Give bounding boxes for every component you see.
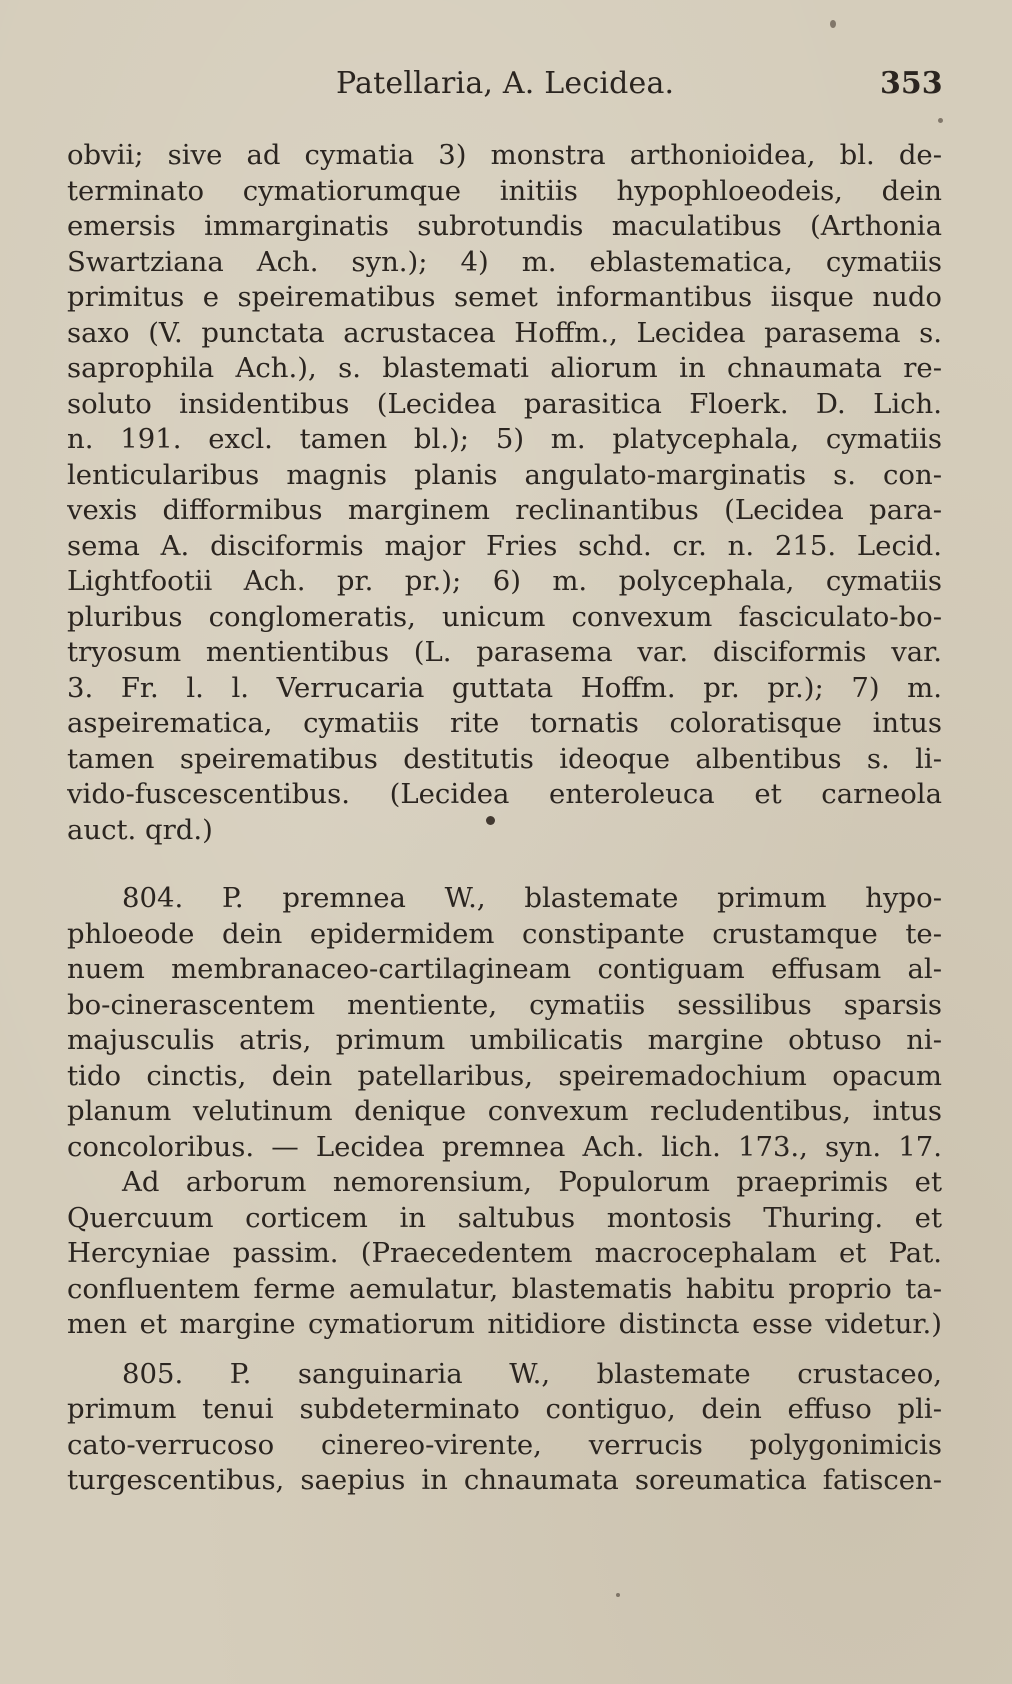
- text-line: aspeirematica, cymatiis rite tornatis coloratisque intus: [67, 707, 942, 739]
- text-line: nuem membranaceo-cartilagineam contiguam effusam al-: [67, 953, 942, 985]
- text-line: majusculis atris, primum umbilicatis margine obtuso ni-: [67, 1024, 942, 1056]
- paragraph-gap: [67, 848, 942, 881]
- text-line: saprophila Ach.), s. blastemati aliorum in chnaumata re-: [67, 352, 942, 384]
- text-line: vexis difformibus marginem reclinantibus (Lecidea para-: [67, 494, 942, 526]
- text-line: vido-fuscescentibus. (Lecidea enteroleuca et carneola: [67, 778, 942, 810]
- entry-heading-line: 804. P. premnea W., blastemate primum hypo-: [122, 882, 942, 914]
- text-line: sema A. disciformis major Fries schd. cr. n. 215. Lecid.: [67, 529, 942, 562]
- paragraph-gap: [67, 1343, 942, 1357]
- habitat-paragraph: [67, 1165, 942, 1343]
- entry-804: [67, 881, 942, 1165]
- text-line: lenticularibus magnis planis angulato-marginatis s. con-: [67, 458, 942, 491]
- text-line: obvii; sive ad cymatia 3) monstra arthonioidea, bl. de-: [67, 139, 942, 171]
- page-number: 353: [880, 66, 943, 101]
- ink-blot: [486, 816, 495, 825]
- text-line: Hercyniae passim. (Praecedentem macrocephalam et Pat.: [67, 1237, 942, 1269]
- entry-heading-line: 805. P. sanguinaria W., blastemate crustaceo,: [122, 1357, 942, 1390]
- running-head: [0, 66, 1012, 106]
- paragraph: [67, 138, 942, 848]
- text-line: turgescentibus, saepius in chnaumata soreumatica fatiscen-: [67, 1464, 942, 1496]
- text-line: cato-verrucoso cinereo-virente, verrucis polygonimicis: [67, 1428, 942, 1461]
- text-line: soluto insidentibus (Lecidea parasitica Floerk. D. Lich.: [67, 387, 942, 420]
- text-line: 3. Fr. l. l. Verrucaria guttata Hoffm. pr. pr.); 7) m.: [67, 671, 942, 704]
- text-line: Ad arborum nemorensium, Populorum praeprimis et: [122, 1166, 942, 1198]
- text-line: bo-cinerascentem mentiente, cymatiis sessilibus sparsis: [67, 988, 942, 1021]
- text-line: emersis immarginatis subrotundis maculatibus (Arthonia: [67, 210, 942, 242]
- text-line: concoloribus. — Lecidea premnea Ach. lich. 173., syn. 17.: [67, 1130, 942, 1163]
- text-line: saxo (V. punctata acrustacea Hoffm., Lecidea parasema s.: [67, 316, 942, 349]
- text-line: primitus e speirematibus semet informantibus iisque nudo: [67, 281, 942, 313]
- text-line: auct. qrd.): [67, 813, 213, 846]
- text-line: n. 191. excl. tamen bl.); 5) m. platycephala, cymatiis: [67, 423, 942, 455]
- text-line: planum velutinum denique convexum recludentibus, intus: [67, 1095, 942, 1127]
- text-line: phloeode dein epidermidem constipante crustamque te-: [67, 917, 942, 950]
- paper-speck: [830, 20, 836, 28]
- text-line: Lightfootii Ach. pr. pr.); 6) m. polycephala, cymatiis: [67, 565, 942, 597]
- text-line: tryosum mentientibus (L. parasema var. disciformis var.: [67, 636, 942, 668]
- text-line: tamen speirematibus destitutis ideoque albentibus s. li-: [67, 742, 942, 775]
- body-text: [67, 138, 942, 1499]
- text-line: primum tenui subdeterminato contiguo, dein effuso pli-: [67, 1393, 942, 1425]
- paper-speck: [616, 1593, 620, 1597]
- text-line: pluribus conglomeratis, unicum convexum fasciculato-bo-: [67, 600, 942, 633]
- text-line: terminato cymatiorumque initiis hypophloeodeis, dein: [67, 174, 942, 207]
- running-title: Patellaria, A. Lecidea.: [336, 66, 675, 101]
- text-line: tido cinctis, dein patellaribus, speiremadochium opacum: [67, 1059, 942, 1092]
- text-line: confluentem ferme aemulatur, blastematis habitu proprio ta-: [67, 1272, 942, 1305]
- text-line: Quercuum corticem in saltubus montosis Thuring. et: [67, 1201, 942, 1234]
- text-line: Swartziana Ach. syn.); 4) m. eblastematica, cymatiis: [67, 245, 942, 278]
- text-line: men et margine cymatiorum nitidiore distincta esse videtur.): [67, 1308, 942, 1340]
- paper-speck: [938, 118, 943, 123]
- entry-805: [67, 1357, 942, 1499]
